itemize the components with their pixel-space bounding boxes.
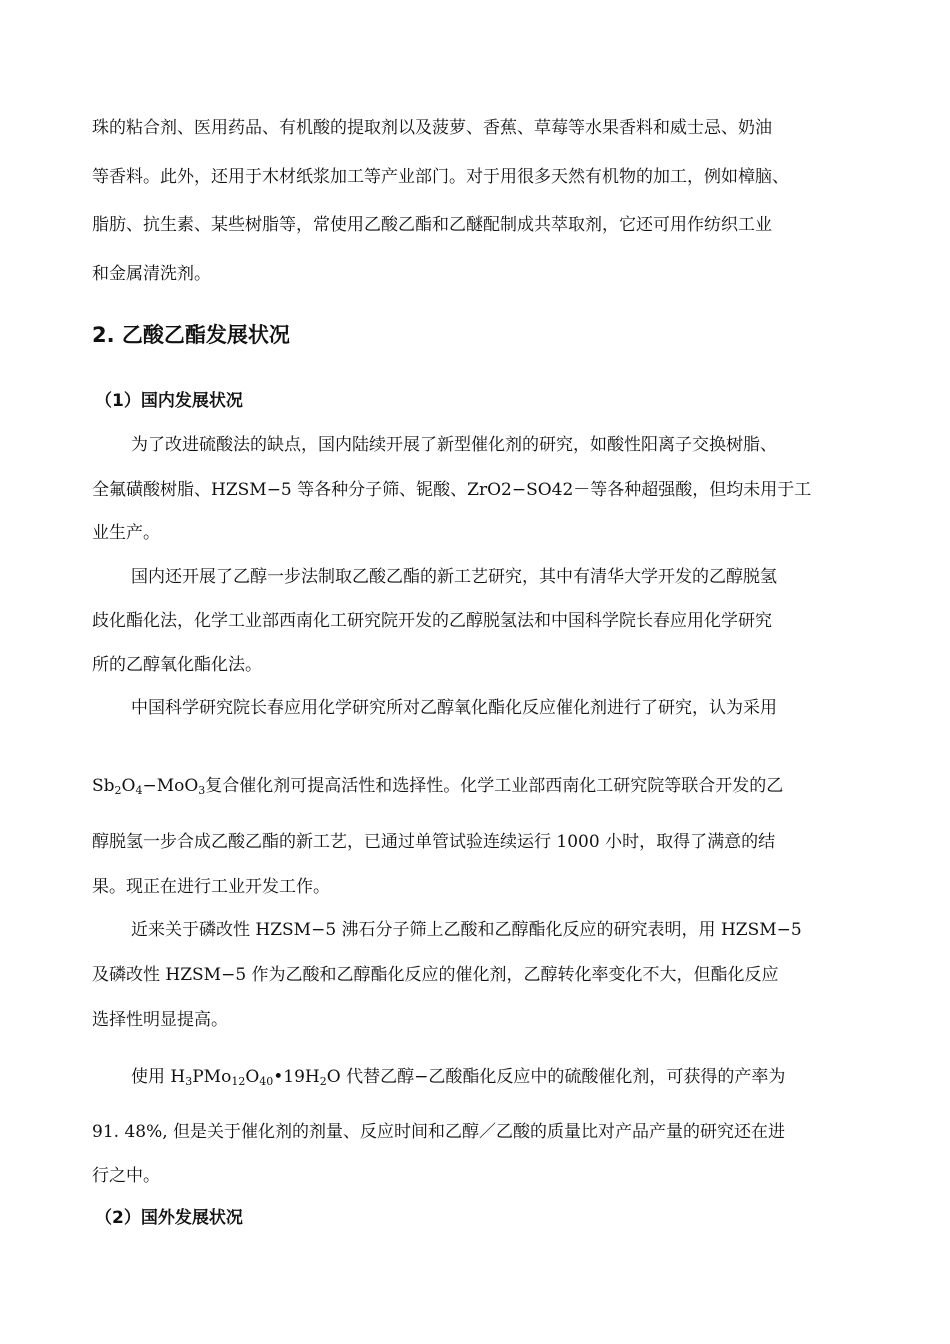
paragraph-line: 选择性明显提高。 — [92, 1010, 228, 1030]
paragraph-line: 国内还开展了乙醇一步法制取乙酸乙酯的新工艺研究，其中有清华大学开发的乙醇脱氢 — [131, 567, 777, 587]
formula-text: O — [326, 1067, 341, 1087]
paragraph-text: 复合催化剂可提高活性和选择性。化学工业部西南化工研究院等联合开发的乙 — [205, 776, 784, 796]
formula-text: 使用 H — [131, 1067, 186, 1087]
paragraph-line: 果。现正在进行工业开发工作。 — [92, 877, 330, 897]
paragraph-line: 及磷改性 HZSM−5 作为乙酸和乙醇酯化反应的催化剂，乙醇转化率变化不大，但酯化反应 — [92, 965, 779, 985]
paragraph-line-formula — [131, 1066, 785, 1088]
paragraph-line: 行之中。 — [92, 1166, 160, 1186]
paragraph-text: 代替乙醇−乙酸酯化反应中的硫酸催化剂，可获得的产率为 — [340, 1067, 786, 1087]
paragraph-line: 醇脱氢一步合成乙酸乙酯的新工艺，已通过单管试验连续运行 1000 小时，取得了满意的结 — [92, 832, 776, 852]
paragraph-line: 近来关于磷改性 HZSM−5 沸石分子筛上乙酸和乙醇酯化反应的研究表明，用 HZSM−5 — [131, 920, 802, 940]
subsection-heading: （2）国外发展状况 — [95, 1208, 243, 1228]
formula-text: O — [245, 1067, 260, 1087]
formula-text: Sb — [92, 776, 115, 796]
formula-text: •19H — [273, 1067, 320, 1087]
paragraph-line: 中国科学研究院长春应用化学研究所对乙醇氧化酯化反应催化剂进行了研究，认为采用 — [131, 698, 777, 718]
paragraph-line: 和金属清洗剂。 — [92, 264, 211, 284]
paragraph-line: 业生产。 — [92, 523, 160, 543]
formula-subscript: 2 — [319, 1075, 327, 1088]
formula-text: PMo — [192, 1067, 232, 1087]
paragraph-line-formula — [92, 775, 783, 797]
formula-text: O — [121, 776, 136, 796]
formula-text: −MoO — [142, 776, 199, 796]
formula-subscript: 40 — [259, 1075, 274, 1088]
subsection-heading: （1）国内发展状况 — [95, 391, 243, 411]
formula-subscript: 4 — [135, 784, 143, 797]
paragraph-line: 珠的粘合剂、医用药品、有机酸的提取剂以及菠萝、香蕉、草莓等水果香料和威士忌、奶油 — [92, 118, 772, 138]
paragraph-line: 所的乙醇氧化酯化法。 — [92, 655, 262, 675]
paragraph-line: 等香料。此外，还用于木材纸浆加工等产业部门。对于用很多天然有机物的加工，例如樟脑、 — [92, 167, 789, 187]
paragraph-line: 91. 48%, 但是关于催化剂的剂量、反应时间和乙醇／乙酸的质量比对产品产量的研究还在进 — [92, 1122, 786, 1142]
paragraph-line: 歧化酯化法，化学工业部西南化工研究院开发的乙醇脱氢法和中国科学院长春应用化学研究 — [92, 611, 772, 631]
paragraph-line: 为了改进硫酸法的缺点，国内陆续开展了新型催化剂的研究，如酸性阳离子交换树脂、 — [131, 435, 777, 455]
section-heading: 2. 乙酸乙酯发展状况 — [92, 323, 290, 347]
formula-subscript: 3 — [185, 1075, 193, 1088]
formula-subscript: 3 — [198, 784, 206, 797]
formula-subscript: 12 — [231, 1075, 246, 1088]
paragraph-line: 脂肪、抗生素、某些树脂等，常使用乙酸乙酯和乙醚配制成共萃取剂，它还可用作纺织工业 — [92, 215, 772, 235]
paragraph-line: 全氟磺酸树脂、HZSM−5 等各种分子筛、铌酸、ZrO2−SO42－等各种超强酸，但均未用于工 — [92, 480, 812, 500]
formula-subscript: 2 — [114, 784, 122, 797]
